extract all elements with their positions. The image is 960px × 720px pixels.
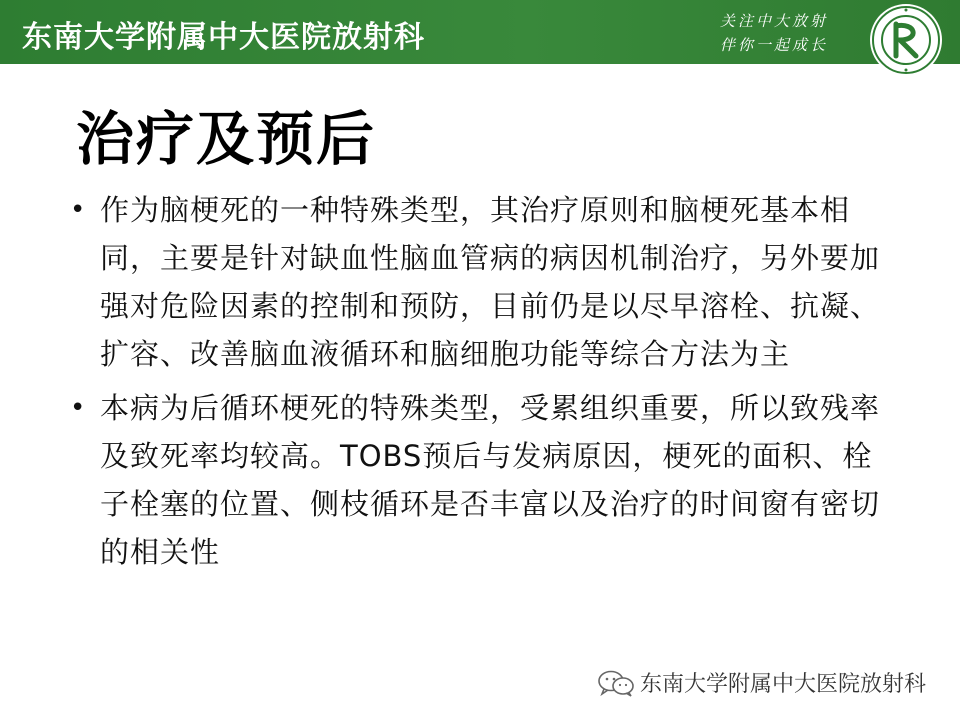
header-banner <box>0 0 960 64</box>
bullet-item <box>70 384 900 576</box>
bullet-dot: • <box>70 393 86 423</box>
bullet-dot: • <box>70 195 86 225</box>
bullet-text: 本病为后循环梗死的特殊类型，受累组织重要，所以致残率及致死率均较高。TOBS预后与发病原因，梗死的面积、栓子栓塞的位置、侧枝循环是否丰富以及治疗的时间窗有密切的相关性 <box>100 391 881 569</box>
footer-watermark <box>596 667 926 698</box>
slogan-line-1: 关注中大放射 <box>719 12 828 30</box>
department-logo <box>868 2 944 78</box>
bullet-list <box>70 186 900 582</box>
slide-title: 治疗及预后 <box>76 105 377 173</box>
wechat-icon <box>596 669 636 697</box>
footer-text: 东南大学附属中大医院放射科 <box>639 672 926 697</box>
bullet-text: 作为脑梗死的一种特殊类型，其治疗原则和脑梗死基本相同，主要是针对缺血性脑血管病的病因机制治疗，另外要加强对危险因素的控制和预防，目前仍是以尽早溶栓、抗凝、扩容、改善脑血液循环和脑细胞功能等综合方法为主 <box>100 193 881 371</box>
slogan-line-2: 伴你一起成长 <box>719 36 828 54</box>
header-title: 东南大学附属中大医院放射科 <box>22 20 425 55</box>
bullet-item <box>70 186 900 378</box>
